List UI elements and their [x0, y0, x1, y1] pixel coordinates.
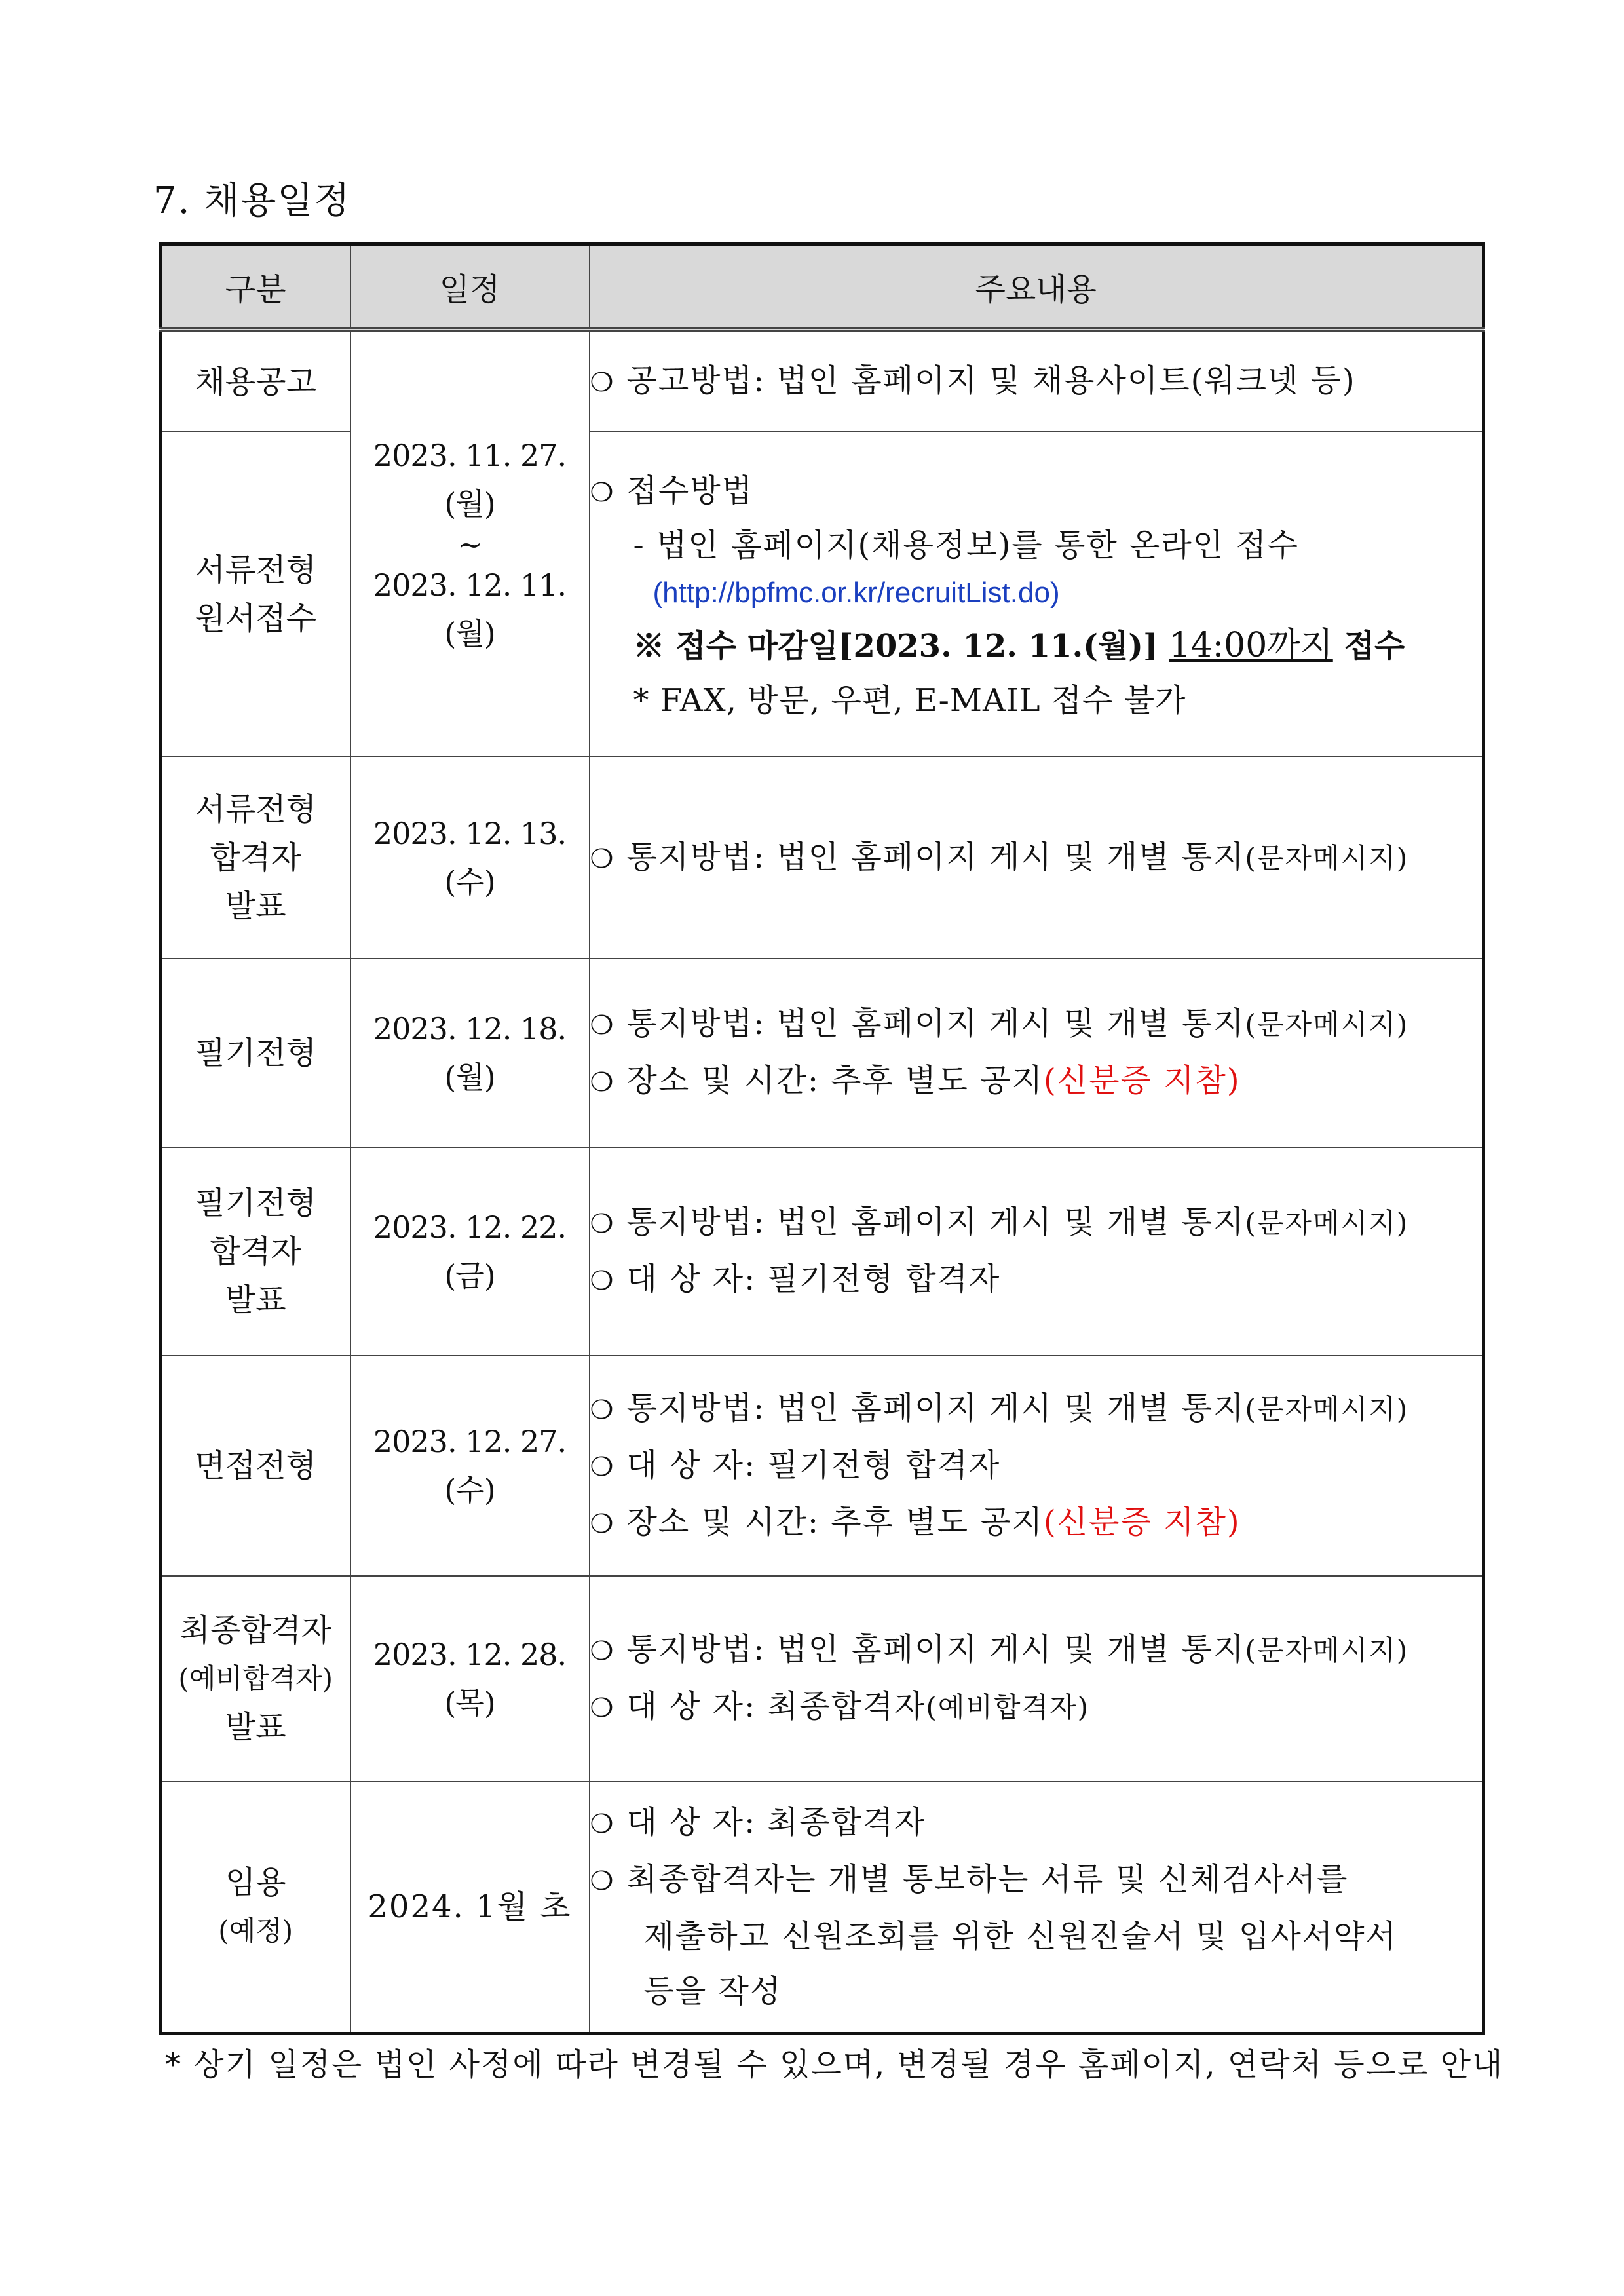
table-row — [161, 757, 1484, 959]
table-row — [161, 1576, 1484, 1782]
id-required-note: (신분증 지참) — [1044, 1503, 1241, 1540]
circle-bullet-icon: ❍ — [590, 1636, 615, 1666]
id-required-note: (신분증 지참) — [1044, 1062, 1241, 1099]
header-content: 주요내용 — [590, 244, 1484, 330]
date-end: 2023. 12. 11.(월) — [373, 567, 567, 651]
circle-bullet-icon: ❍ — [590, 1508, 615, 1539]
table-row — [161, 1147, 1484, 1356]
restriction-note: * FAX, 방문, 우편, E-MAIL 접수 불가 — [633, 682, 1186, 719]
circle-bullet-icon: ❍ — [590, 1809, 615, 1840]
list-item: ❍ 장소 및 시간: 추후 별도 공지(신분증 지참) — [590, 1495, 1482, 1552]
list-item: ❍ 대 상 자: 최종합격자 — [590, 1795, 1482, 1852]
list-item: ❍ 통지방법: 법인 홈페이지 게시 및 개별 통지(문자메시지) — [590, 1195, 1482, 1252]
row-date: 2024. 1월 초 — [350, 1782, 590, 2033]
row-content — [590, 1782, 1484, 2033]
circle-bullet-icon: ❍ — [590, 1394, 615, 1425]
row-content — [590, 959, 1484, 1147]
row-content — [590, 330, 1484, 432]
circle-bullet-icon: ❍ — [590, 1266, 615, 1296]
table-header-row — [161, 244, 1484, 330]
row-content — [590, 432, 1484, 757]
row-date: 2023. 12. 27.(수) — [350, 1356, 590, 1576]
circle-bullet-icon: ❍ — [590, 478, 615, 508]
circle-bullet-icon: ❍ — [590, 1010, 615, 1041]
circle-bullet-icon: ❍ — [590, 1693, 615, 1723]
row-date: 2023. 12. 18.(월) — [350, 959, 590, 1147]
row-content — [590, 1356, 1484, 1576]
row-category: 채용공고 — [161, 330, 350, 432]
row-content — [590, 1147, 1484, 1356]
section-title: 7. 채용일정 — [153, 180, 351, 222]
row-date: 2023. 12. 28.(목) — [350, 1576, 590, 1782]
row-date: 2023. 12. 13.(수) — [350, 757, 590, 959]
table-row — [161, 330, 1484, 432]
sub-item: - 법인 홈페이지(채용정보)를 통한 온라인 접수 — [633, 527, 1300, 564]
deadline-time: 14:00까지 — [1169, 626, 1333, 665]
table-row — [161, 1782, 1484, 2033]
list-item: ❍ 최종합격자는 개별 통보하는 서류 및 신체검사서를 — [590, 1852, 1482, 1909]
circle-bullet-icon: ❍ — [590, 1866, 615, 1897]
list-item: ❍ 통지방법: 법인 홈페이지 게시 및 개별 통지(문자메시지) — [590, 996, 1482, 1053]
list-item: ❍ 통지방법: 법인 홈페이지 게시 및 개별 통지(문자메시지) — [590, 830, 1482, 887]
header-date: 일정 — [350, 244, 590, 330]
list-item: ❍ 대 상 자: 필기전형 합격자 — [590, 1438, 1482, 1495]
table-row — [161, 1356, 1484, 1576]
list-item-continuation: 등을 작성 — [643, 1973, 782, 2010]
circle-bullet-icon: ❍ — [590, 1451, 615, 1482]
deadline-note: ※ 접수 마감일[2023. 12. 11.(월)] 14:00까지 접수 — [633, 626, 1405, 665]
circle-bullet-icon: ❍ — [590, 1209, 615, 1239]
row-category: 서류전형 합격자 발표 — [161, 757, 350, 959]
row-category: 필기전형 — [161, 959, 350, 1147]
row-category: 서류전형 원서접수 — [161, 432, 350, 757]
header-category: 구분 — [161, 244, 350, 330]
row-date — [350, 330, 590, 757]
list-item: ❍ 접수방법 — [590, 463, 1482, 520]
date-separator: ~ — [457, 526, 482, 562]
list-item: ❍ 공고방법: 법인 홈페이지 및 채용사이트(워크넷 등) — [590, 353, 1482, 410]
list-item-continuation: 제출하고 신원조회를 위한 신원진술서 및 입사서약서 — [643, 1918, 1397, 1955]
circle-bullet-icon: ❍ — [590, 1067, 615, 1098]
row-category: 임용 (예정) — [161, 1782, 350, 2033]
recruitment-schedule-table — [159, 242, 1485, 2035]
table-row — [161, 959, 1484, 1147]
list-item: ❍ 통지방법: 법인 홈페이지 게시 및 개별 통지(문자메시지) — [590, 1381, 1482, 1438]
row-date: 2023. 12. 22.(금) — [350, 1147, 590, 1356]
list-item: ❍ 대 상 자: 필기전형 합격자 — [590, 1252, 1482, 1309]
list-item: ❍ 통지방법: 법인 홈페이지 게시 및 개별 통지(문자메시지) — [590, 1622, 1482, 1679]
row-content — [590, 757, 1484, 959]
date-start: 2023. 11. 27.(월) — [373, 437, 567, 522]
list-item: ❍ 장소 및 시간: 추후 별도 공지(신분증 지참) — [590, 1053, 1482, 1110]
row-category: 최종합격자 (예비합격자) 발표 — [161, 1576, 350, 1782]
list-item: ❍ 대 상 자: 최종합격자(예비합격자) — [590, 1679, 1482, 1736]
footnote: * 상기 일정은 법인 사정에 따라 변경될 수 있으며, 변경될 경우 홈페이지, 연락처 등으로 안내 — [165, 2046, 1504, 2083]
circle-bullet-icon: ❍ — [590, 368, 615, 398]
circle-bullet-icon: ❍ — [590, 843, 615, 874]
recruit-url-link[interactable]: (http://bpfmc.or.kr/recruitList.do) — [652, 577, 1060, 609]
row-category: 면접전형 — [161, 1356, 350, 1576]
row-category: 필기전형 합격자 발표 — [161, 1147, 350, 1356]
row-content — [590, 1576, 1484, 1782]
